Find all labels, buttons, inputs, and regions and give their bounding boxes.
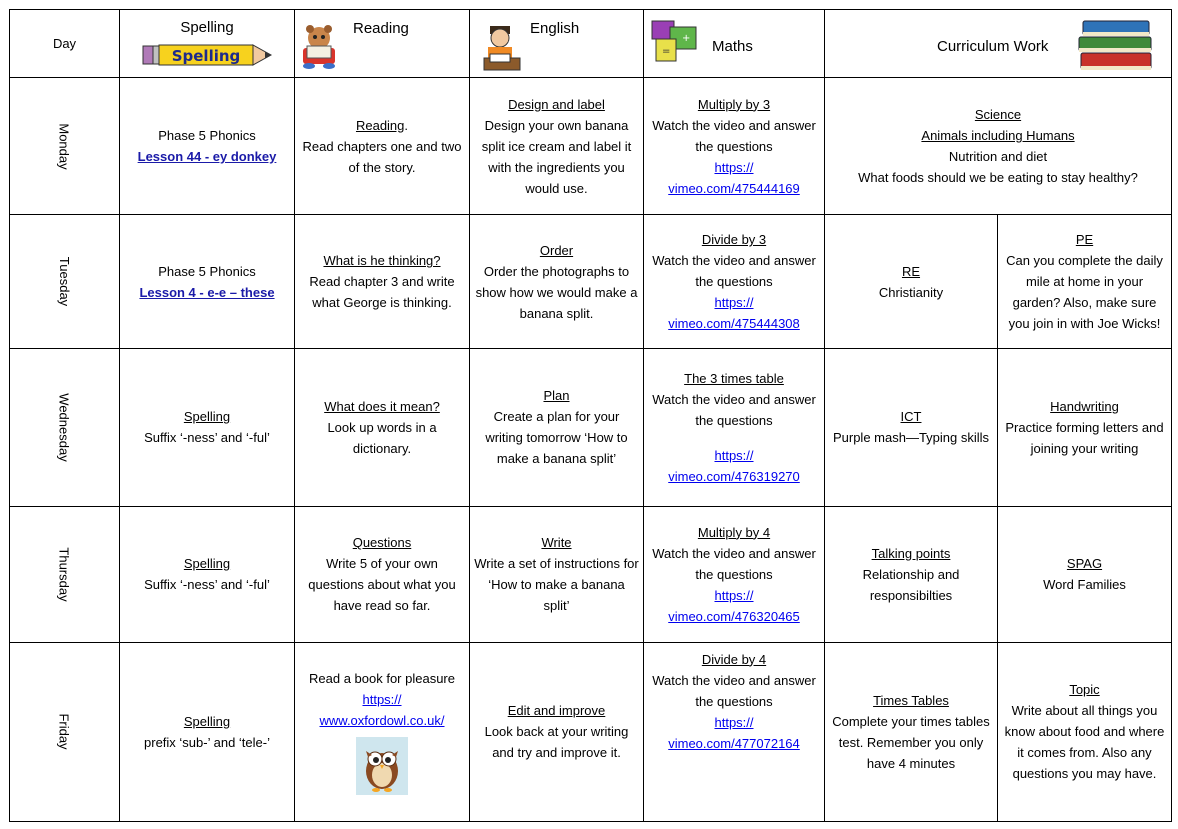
row-monday bbox=[10, 78, 1172, 215]
row-thursday bbox=[10, 506, 1172, 642]
day-cell: Monday bbox=[10, 78, 120, 215]
spelling-cell: Spelling Suffix ‘-ness’ and ‘-ful’ bbox=[120, 349, 295, 506]
oxfordowl-link[interactable]: https:// www.oxfordowl.co.uk/ bbox=[319, 692, 445, 729]
task-title: Spelling bbox=[183, 409, 231, 425]
timetable bbox=[9, 9, 1172, 822]
video-link[interactable]: https:// vimeo.com/476320465 bbox=[668, 587, 800, 624]
task-title: Write bbox=[541, 535, 572, 551]
cw2-cell: PE Can you complete the daily mile at home in your garden? Also, make sure you join in with Joe Wicks! bbox=[998, 215, 1172, 349]
spelling-cell: Phase 5 Phonics Lesson 44 - ey donkey bbox=[120, 78, 295, 215]
task-title: Spelling bbox=[183, 556, 231, 572]
cw1-cell: RE Christianity bbox=[825, 215, 998, 349]
task-title: Talking points bbox=[871, 545, 951, 561]
maths-cell: Multiply by 4 Watch the video and answer the questions https:// vimeo.com/476320465 bbox=[644, 506, 825, 642]
row-wednesday bbox=[10, 349, 1172, 506]
cw1-cell: Times Tables Complete your times tables test. Remember you only have 4 minutes bbox=[825, 642, 998, 821]
spelling-banner-text: Spelling bbox=[171, 47, 241, 65]
english-cell: Write Write a set of instructions for ‘How to make a banana split’ bbox=[470, 506, 644, 642]
header-day: Day bbox=[10, 10, 120, 78]
pencil-icon bbox=[141, 42, 273, 74]
header-maths: + = Maths bbox=[644, 10, 825, 78]
task-title: Design and label bbox=[508, 96, 605, 112]
task-title: The 3 times table bbox=[684, 370, 784, 386]
header-row bbox=[10, 10, 1172, 78]
task-title: Multiply by 4 bbox=[697, 524, 771, 540]
writing-child-icon bbox=[482, 24, 522, 78]
task-title: Divide by 4 bbox=[701, 651, 767, 667]
task-title: Times Tables bbox=[873, 692, 949, 708]
maths-cell: Divide by 3 Watch the video and answer the questions https:// vimeo.com/475444308 bbox=[644, 215, 825, 349]
header-english: English bbox=[470, 10, 644, 78]
task-title: Divide by 3 bbox=[701, 232, 767, 248]
cw2-cell: SPAG Word Families bbox=[998, 506, 1172, 642]
task-title: What does it mean? bbox=[324, 398, 440, 414]
spelling-cell: Spelling prefix ‘sub-’ and ‘tele-’ bbox=[120, 642, 295, 821]
maths-cell: Divide by 4 Watch the video and answer the questions https:// vimeo.com/477072164 bbox=[644, 642, 825, 821]
owl-icon bbox=[356, 737, 408, 795]
task-title: Multiply by 3 bbox=[697, 96, 771, 112]
task-title: SPAG bbox=[1066, 556, 1103, 572]
task-title: Topic bbox=[1069, 682, 1100, 698]
english-cell: Plan Create a plan for your writing tomorrow ‘How to make a banana split’ bbox=[470, 349, 644, 506]
maths-icon bbox=[650, 19, 698, 69]
day-cell: Thursday bbox=[10, 506, 120, 642]
video-link[interactable]: https:// vimeo.com/475444308 bbox=[668, 295, 800, 332]
english-cell: Order Order the photographs to show how we would make a banana split. bbox=[470, 215, 644, 349]
svg-text:+: + bbox=[682, 33, 691, 44]
reading-cell: Reading. Read chapters one and two of the story. bbox=[295, 78, 470, 215]
task-title: Questions bbox=[352, 535, 412, 551]
reading-cell: What is he thinking? Read chapter 3 and write what George is thinking. bbox=[295, 215, 470, 349]
video-link[interactable]: https:// vimeo.com/476319270 bbox=[668, 447, 800, 484]
curriculum-cell: Science Animals including Humans Nutrition and diet What foods should we be eating to stay healthy? bbox=[825, 78, 1172, 215]
reading-cell: What does it mean? Look up words in a dictionary. bbox=[295, 349, 470, 506]
reading-cell: Questions Write 5 of your own questions about what you have read so far. bbox=[295, 506, 470, 642]
row-friday bbox=[10, 642, 1172, 821]
reading-child-icon bbox=[297, 24, 341, 76]
cw1-cell: Talking points Relationship and responsibilties bbox=[825, 506, 998, 642]
spelling-cell: Spelling Suffix ‘-ness’ and ‘-ful’ bbox=[120, 506, 295, 642]
task-title: Order bbox=[539, 242, 574, 258]
task-title: Reading bbox=[355, 117, 405, 133]
row-tuesday bbox=[10, 215, 1172, 349]
english-cell: Edit and improve Look back at your writing and try and improve it. bbox=[470, 642, 644, 821]
task-title: ICT bbox=[900, 409, 922, 425]
task-title: RE bbox=[901, 263, 921, 279]
header-reading: Reading bbox=[295, 10, 470, 78]
day-cell: Wednesday bbox=[10, 349, 120, 506]
video-link[interactable]: https:// vimeo.com/475444169 bbox=[668, 159, 800, 196]
cw2-cell: Handwriting Practice forming letters and joining your writing bbox=[998, 349, 1172, 506]
reading-cell: Read a book for pleasure https:// www.oxfordowl.co.uk/ bbox=[295, 642, 470, 821]
task-title: PE bbox=[1075, 232, 1094, 248]
task-title: What is he thinking? bbox=[323, 253, 441, 269]
video-link[interactable]: https:// vimeo.com/477072164 bbox=[668, 714, 800, 751]
english-cell: Design and label Design your own banana split ice cream and label it with the ingredients you would use. bbox=[470, 78, 644, 215]
maths-cell: Multiply by 3 Watch the video and answer the questions https:// vimeo.com/475444169 bbox=[644, 78, 825, 215]
cw1-cell: ICT Purple mash—Typing skills bbox=[825, 349, 998, 506]
svg-text:=: = bbox=[662, 46, 671, 57]
task-title: Plan bbox=[543, 388, 570, 404]
header-spelling: Spelling Spelling bbox=[120, 10, 295, 78]
task-title: Handwriting bbox=[1050, 398, 1119, 414]
lesson-link[interactable]: Lesson 4 - e-e – these bbox=[139, 284, 275, 300]
cw2-cell: Topic Write about all things you know about food and where it comes from. Also any questions you may have. bbox=[998, 642, 1172, 821]
lesson-link[interactable]: Lesson 44 - ey donkey bbox=[137, 149, 277, 165]
books-icon bbox=[1077, 17, 1157, 83]
day-cell: Friday bbox=[10, 642, 120, 821]
maths-cell: The 3 times table Watch the video and answer the questions https:// vimeo.com/476319270 bbox=[644, 349, 825, 506]
day-cell: Tuesday bbox=[10, 215, 120, 349]
spelling-cell: Phase 5 Phonics Lesson 4 - e-e – these bbox=[120, 215, 295, 349]
task-title: Edit and improve bbox=[507, 703, 606, 719]
task-title: Spelling bbox=[183, 713, 231, 729]
task-title: Science bbox=[974, 107, 1022, 123]
header-curriculum: Curriculum Work bbox=[825, 10, 1172, 78]
